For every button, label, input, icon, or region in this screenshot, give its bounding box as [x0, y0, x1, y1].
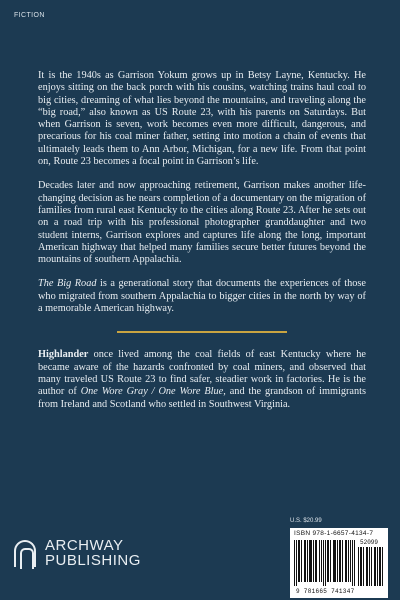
- isbn-text: ISBN 978-1-6657-4134-7: [294, 530, 374, 537]
- barcode-block: [290, 528, 388, 598]
- synopsis-paragraph-1: It is the 1940s as Garrison Yokum grows up in Betsy Layne, Kentucky. He enjoys sitting on the back porch with his cousins, watching trains haul coal to big cities, dreaming of what lies beyond the mountains, and traveling along the “big road,” also known as US Route 23, with his parents on Saturdays. But when Garrison is seven, work becomes even more difficult, dangerous, and precarious for his coal miner father, setting into motion a chain of events that ultimately leads them to Ann Arbor, Michigan, for a new life. From that point on, Route 23 becomes a focal point in Garrison’s life.: [38, 70, 366, 168]
- author-name: Highlander: [38, 349, 89, 361]
- tagline-paragraph: [38, 278, 366, 315]
- archway-icon: [14, 540, 36, 567]
- cover-footer: [0, 510, 400, 600]
- publisher-name-line-2: PUBLISHING: [45, 552, 141, 569]
- tagline-text: is a generational story that documents the experiences of those who migrated from southern Appalachia to bigger cities in the north by way of a memorable American highway.: [38, 278, 366, 315]
- category-label: FICTION: [14, 12, 45, 19]
- author-bio-text-1: once lived among the coal fields of east Kentucky where he became aware of the hazards confronted by coal miners, and observed that many traveled US Route 23 to find safer, steadier work in factories. He is the author of: [38, 349, 366, 398]
- publisher-name: [45, 538, 141, 568]
- synopsis-paragraph-2: Decades later and now approaching retirement, Garrison makes another life-changing decision as he nears completion of a documentary on the migration of families from rural east Kentucky to the cities along Route 23. After he sets out on a road trip with his professional photographer granddaughter and two student interns, Garrison explores and captures life along the long, important American highway that helped many families secure better futures beyond the mountains of southern Appalachia.: [38, 180, 366, 266]
- isbn-barcode-icon: [294, 540, 356, 586]
- barcode-number: 9 781665 741347: [296, 588, 355, 595]
- back-cover-copy: [38, 70, 366, 423]
- book-title: The Big Road: [38, 278, 97, 290]
- divider-rule: [117, 331, 287, 333]
- author-bio: [38, 349, 366, 410]
- author-bio-text-2: , and the grandson of immigrants from Ireland and Scotland who settled in Southwest Virginia.: [38, 386, 367, 410]
- price-label: U.S. $20.99: [290, 518, 322, 524]
- publisher-name-line-1: ARCHWAY: [45, 537, 124, 554]
- author-other-book: One Wore Gray / One Wore Blue: [80, 386, 224, 398]
- publisher-logo: [14, 538, 141, 568]
- barcode-addon-number: 52099: [360, 539, 379, 546]
- price-addon-barcode-icon: [358, 547, 384, 586]
